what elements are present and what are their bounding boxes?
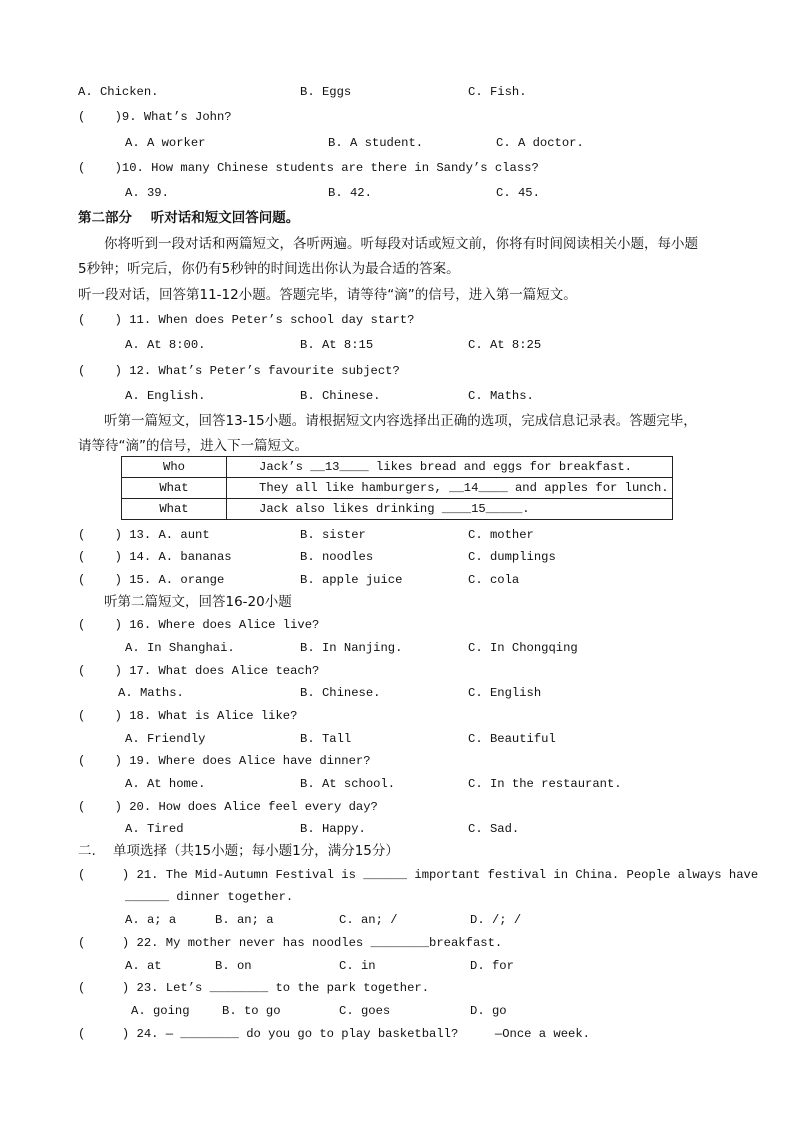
q12-option-b: B. Chinese.: [300, 389, 381, 403]
q21-option-a: A. a; a: [125, 913, 177, 927]
q23-option-d: D. go: [470, 1004, 507, 1018]
q13-option-c: C. mother: [468, 528, 534, 542]
q17-option-b: B. Chinese.: [300, 686, 381, 700]
q22-option-a: A. at: [125, 959, 162, 973]
q8-option-b: B. Eggs: [300, 85, 352, 99]
table-row: [122, 478, 673, 499]
q22-stem: ( ) 22. My mother never has noodles ________breakfast.: [78, 936, 503, 950]
q14-option-b: B. noodles: [300, 550, 374, 564]
q20-option-b: B. Happy.: [300, 822, 366, 836]
part2-heading: 第二部分 听对话和短文回答问题。: [78, 210, 300, 226]
q22-option-c: C. in: [339, 959, 376, 973]
q21-option-c: C. an; /: [339, 913, 398, 927]
q19-option-a: A. At home.: [125, 777, 206, 791]
q12-option-c: C. Maths.: [468, 389, 534, 403]
q9-option-c: C. A doctor.: [496, 136, 584, 150]
q16-option-c: C. In Chongqing: [468, 641, 578, 655]
q17-option-c: C. English: [468, 686, 542, 700]
q16-stem: ( ) 16. Where does Alice live?: [78, 618, 320, 632]
q22-option-b: B. on: [215, 959, 252, 973]
q16-option-b: B. In Nanjing.: [300, 641, 403, 655]
table-row: [122, 499, 673, 520]
q21-option-b: B. an; a: [215, 913, 274, 927]
q14-option-c: C. dumplings: [468, 550, 556, 564]
q18-option-c: C. Beautiful: [468, 732, 556, 746]
q22-option-d: D. for: [470, 959, 514, 973]
q8-option-c: C. Fish.: [468, 85, 527, 99]
q23-option-a: A. going: [131, 1004, 190, 1018]
q18-option-a: A. Friendly: [125, 732, 206, 746]
info-record-table: [121, 456, 673, 520]
q15-option-c: C. cola: [468, 573, 520, 587]
q16-option-a: A. In Shanghai.: [125, 641, 235, 655]
part2-intro-line1: 你将听到一段对话和两篇短文，各听两遍。听每段对话或短文前，你将有时间阅读相关小题，每小题: [104, 236, 698, 252]
q8-option-a: A. Chicken.: [78, 85, 159, 99]
q11-option-b: B. At 8:15: [300, 338, 374, 352]
q19-stem: ( ) 19. Where does Alice have dinner?: [78, 754, 371, 768]
q9-option-b: B. A student.: [328, 136, 424, 150]
q9-option-a: A. A worker: [125, 136, 206, 150]
q15-stem: ( ) 15. A. orange: [78, 573, 225, 587]
q21-stem: ( ) 21. The Mid-Autumn Festival is ______ important festival in China. People always have: [78, 868, 759, 882]
q13-stem: ( ) 13. A. aunt: [78, 528, 210, 542]
q15-option-b: B. apple juice: [300, 573, 403, 587]
q24-stem: ( ) 24. — ________ do you go to play basketball? —Once a week.: [78, 1027, 590, 1041]
table-row-text: Jack’s __13____ likes bread and eggs for breakfast.: [227, 457, 673, 478]
table-row-label: What: [122, 478, 227, 499]
q10-stem: ( )10. How many Chinese students are there in Sandy’s class?: [78, 161, 539, 175]
q13-option-b: B. sister: [300, 528, 366, 542]
q18-option-b: B. Tall: [300, 732, 352, 746]
q17-option-a: A. Maths.: [118, 686, 184, 700]
section2-heading: 二. 单项选择（共15小题；每小题1分，满分15分）: [78, 843, 399, 859]
table-row-label: What: [122, 499, 227, 520]
passage1-instruction-line2: 请等待“滴”的信号，进入下一篇短文。: [78, 438, 308, 454]
table-row-label: Who: [122, 457, 227, 478]
q12-option-a: A. English.: [125, 389, 206, 403]
q10-option-b: B. 42.: [328, 186, 372, 200]
q9-stem: ( )9. What’s John?: [78, 110, 232, 124]
q18-stem: ( ) 18. What is Alice like?: [78, 709, 298, 723]
q21-option-d: D. /; /: [470, 913, 522, 927]
q10-option-c: C. 45.: [496, 186, 540, 200]
q23-stem: ( ) 23. Let’s ________ to the park together.: [78, 981, 430, 995]
q20-stem: ( ) 20. How does Alice feel every day?: [78, 800, 378, 814]
q21-stem-continued: ______ dinner together.: [125, 890, 294, 904]
q11-stem: ( ) 11. When does Peter’s school day start?: [78, 313, 415, 327]
q19-option-b: B. At school.: [300, 777, 396, 791]
q11-option-a: A. At 8:00.: [125, 338, 206, 352]
q23-option-c: C. goes: [339, 1004, 391, 1018]
dialog-instruction: 听一段对话，回答第11-12小题。答题完毕，请等待“滴”的信号，进入第一篇短文。: [78, 287, 577, 303]
q20-option-a: A. Tired: [125, 822, 184, 836]
q23-option-b: B. to go: [222, 1004, 281, 1018]
part2-intro-line2: 5秒钟；听完后，你仍有5秒钟的时间选出你认为最合适的答案。: [78, 261, 460, 277]
table-row-text: They all like hamburgers, __14____ and apples for lunch.: [227, 478, 673, 499]
q17-stem: ( ) 17. What does Alice teach?: [78, 664, 320, 678]
q19-option-c: C. In the restaurant.: [468, 777, 622, 791]
q10-option-a: A. 39.: [125, 186, 169, 200]
table-row-text: Jack also likes drinking ____15_____.: [227, 499, 673, 520]
passage2-instruction: 听第二篇短文，回答16-20小题: [104, 594, 292, 610]
passage1-instruction-line1: 听第一篇短文，回答13-15小题。请根据短文内容选择出正确的选项，完成信息记录表。答题完毕，: [104, 413, 697, 429]
q11-option-c: C. At 8:25: [468, 338, 542, 352]
table-row: [122, 457, 673, 478]
q20-option-c: C. Sad.: [468, 822, 520, 836]
q12-stem: ( ) 12. What’s Peter’s favourite subject?: [78, 364, 400, 378]
q14-stem: ( ) 14. A. bananas: [78, 550, 232, 564]
